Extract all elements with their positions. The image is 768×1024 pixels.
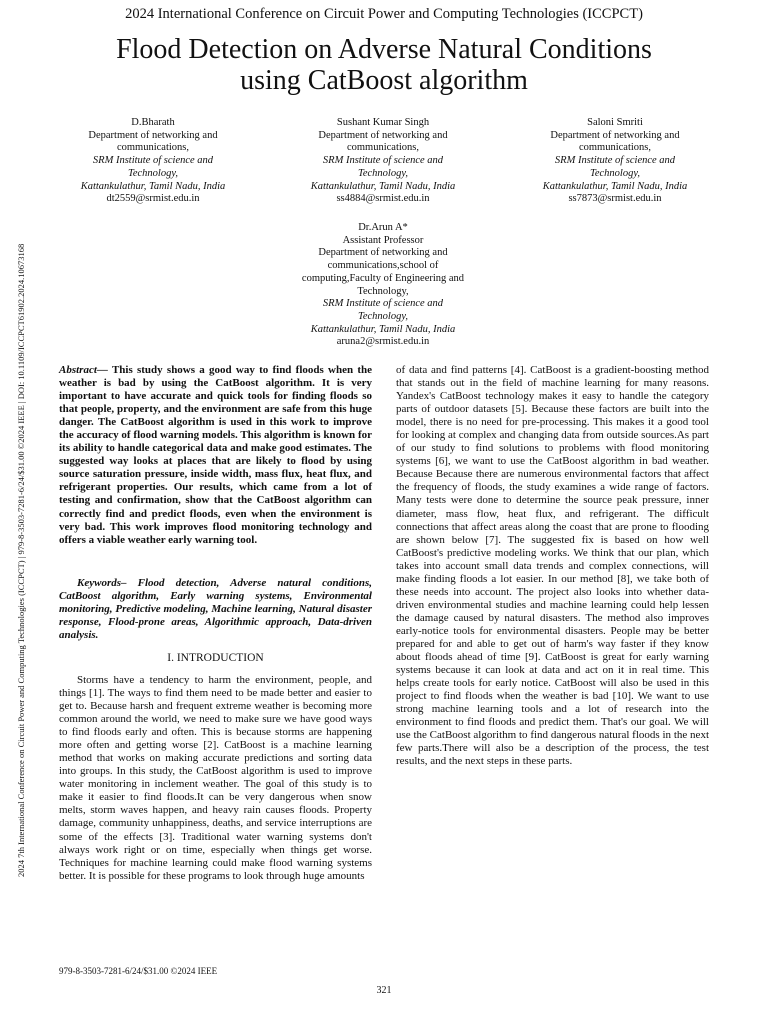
author-inst-line: SRM Institute of science and — [322, 155, 444, 167]
author-inst-line: SRM Institute of science and — [554, 155, 676, 167]
author-dept-line: communications,school of — [327, 260, 439, 272]
author-dept-line: communications, — [346, 142, 420, 154]
copyright-footer: 979-8-3503-7281-6/24/$31.00 ©2024 IEEE — [59, 966, 218, 976]
left-column — [59, 364, 372, 883]
author-email: ss4884@srmist.edu.in — [336, 193, 430, 205]
author-inst-line: SRM Institute of science and — [322, 298, 444, 310]
author-inst-line: Technology, — [357, 310, 409, 322]
author-block-4 — [278, 222, 488, 349]
author-inst-line: Kattankulathur, Tamil Nadu, India — [542, 180, 688, 192]
right-column — [396, 364, 709, 768]
paper-title — [40, 34, 728, 96]
keywords: Keywords– Flood detection, Adverse natural conditions, CatBoost algorithm, Early warning systems, Environmental monitoring, Predictive modeling, Machine learning, Natural disaster response, Flood-prone areas, Algorithmic approach, Data-driven analysis. — [59, 576, 372, 641]
author-inst-line: SRM Institute of science and — [92, 155, 214, 167]
author-dept-line: Technology, — [357, 285, 409, 297]
author-dept-line: Department of networking and — [88, 129, 218, 141]
abstract — [59, 364, 372, 547]
author-email: aruna2@srmist.edu.in — [336, 336, 430, 348]
doi-sidebar: 2024 7th International Conference on Circuit Power and Computing Technologies (ICCPCT) | 979-8-3503-7281-6/24/$31.00 ©2024 IEEE | DOI: 10.1109/ICCPCT61902.2024.10673168 — [16, 243, 26, 877]
author-dept-line: computing,Faculty of Engineering and — [301, 272, 465, 284]
author-name: Dr.Arun A* — [358, 222, 408, 233]
author-inst-line: Technology, — [127, 167, 179, 179]
author-dept-line: Assistant Professor — [342, 234, 424, 246]
author-email: ss7873@srmist.edu.in — [568, 193, 662, 205]
author-dept-line: Department of networking and — [318, 247, 448, 259]
author-inst-line: Kattankulathur, Tamil Nadu, India — [80, 180, 226, 192]
title-line-1: Flood Detection on Adverse Natural Conditions — [116, 34, 652, 65]
author-block-3 — [515, 117, 715, 206]
conference-header: 2024 International Conference on Circuit Power and Computing Technologies (ICCPCT) — [125, 6, 643, 22]
abstract-label: Abstract— — [59, 364, 108, 376]
author-inst-line: Kattankulathur, Tamil Nadu, India — [310, 180, 456, 192]
author-block-2 — [283, 117, 483, 206]
author-dept-line: communications, — [116, 142, 190, 154]
author-email: dt2559@srmist.edu.in — [106, 193, 200, 205]
title-line-2: using CatBoost algorithm — [240, 65, 528, 96]
intro-paragraph-right: of data and find patterns [4]. CatBoost is a gradient-boosting method that stands out in the field of machine learning for many reasons. Yandex's CatBoost technology makes it easy to handle the category parts of outdoor datasets [5]. Because these factors are built into the model, there is no need for pre-processing. This makes it a good tool for looking at complex and changing data from outside sources.As part of our study to find solutions to problems with flood monitoring systems [6], we want to use the CatBoost algorithm in bad weather. Because Because there are numerous environmental factors that affect the frequency of floods, the study examines a wide range of factors. Many tests were done to determine the source peak pressure, inner diameter, mass flow, heat flux, and refrigerant. The difficult connections that affect areas along the coast that are prone to flooding are shown below [7]. The suggested fix is based on how well CatBoost's predictive modeling works. We think that our plan, which takes into account small data trends and complex connections, will make finding floods a lot easier. In our method [8], we take both of these needs into account. The project also looks into whether data-driven environmental studies and machine learning could help lessen the damage caused by natural disasters. The method also improves early-notice tools for environmental disasters. People may be better prepared for and able to get out of harm's way faster if they know about floods ahead of time [9]. CatBoost is great for early warning systems because it can look at data and act on it in real time. This helps create tools for early notice. CatBoost will also be used in this project to find floods when the weather is bad [10]. We want to use strong machine learning tools and a lot of research into the environment to find floods and predict them. That's our goal. We will use the CatBoost algorithm to find dangerous natural floods in the next few parts.There will also be a description of the process, the test results, and the next steps in these parts. — [396, 364, 709, 768]
abstract-text: This study shows a good way to find floods when the weather is bad by using the CatBoost algorithm. It is very important to have accurate and quick tools for finding floods so that people, property, and the environment are safe from this huge danger. The CatBoost algorithm is used in this work to improve the accuracy of flood warning models. This algorithm is known for its ability to handle categorical data and make good estimates. The suggested way looks at places that are likely to flood by using source saturation pressure, inside width, mass flux, heat flux, and refrigerant properties. Our results, which came from a lot of testing and confirmation, show that the CatBoost algorithm can correctly find and predict floods, even when the environment is very bad. This work improves flood monitoring technology and offers a viable weather early warning tool. — [59, 364, 372, 546]
intro-paragraph-left: Storms have a tendency to harm the environment, people, and things [1]. The ways to find them need to be made better and easier to get to. Because harsh and frequent extreme weather is becoming more common around the world, we need to make sure we have good ways to find floods early and often. This is because storms are happening more often and getting worse [2]. CatBoost is a machine learning method that works on making accurate predictions and sorting data into groups. In this study, the CatBoost algorithm is used to improve water monitoring in inclement weather. The goal of this study is to make it easier to find floods.It can be very dangerous when snow melts, storm waves happen, and heavy rain causes floods. Property damage, community unhappiness, deaths, and service interruptions are some of the effects [3]. Traditional water warning systems don't always work right or on time, especially when things get worse. Techniques for machine learning could make flood warning systems better. It is possible for these programs to look through huge amounts — [59, 673, 372, 882]
author-dept-line: Department of networking and — [550, 129, 680, 141]
author-inst-line: Technology, — [357, 167, 409, 179]
author-inst-line: Kattankulathur, Tamil Nadu, India — [310, 323, 456, 335]
author-inst-line: Technology, — [589, 167, 641, 179]
author-dept-line: communications, — [578, 142, 652, 154]
author-name: D.Bharath — [131, 117, 175, 128]
author-block-1 — [53, 117, 253, 206]
author-name: Sushant Kumar Singh — [336, 117, 430, 128]
author-name: Saloni Smriti — [587, 117, 643, 128]
author-dept-line: Department of networking and — [318, 129, 448, 141]
section-heading: I. INTRODUCTION — [167, 651, 264, 664]
page-number: 321 — [376, 985, 392, 996]
